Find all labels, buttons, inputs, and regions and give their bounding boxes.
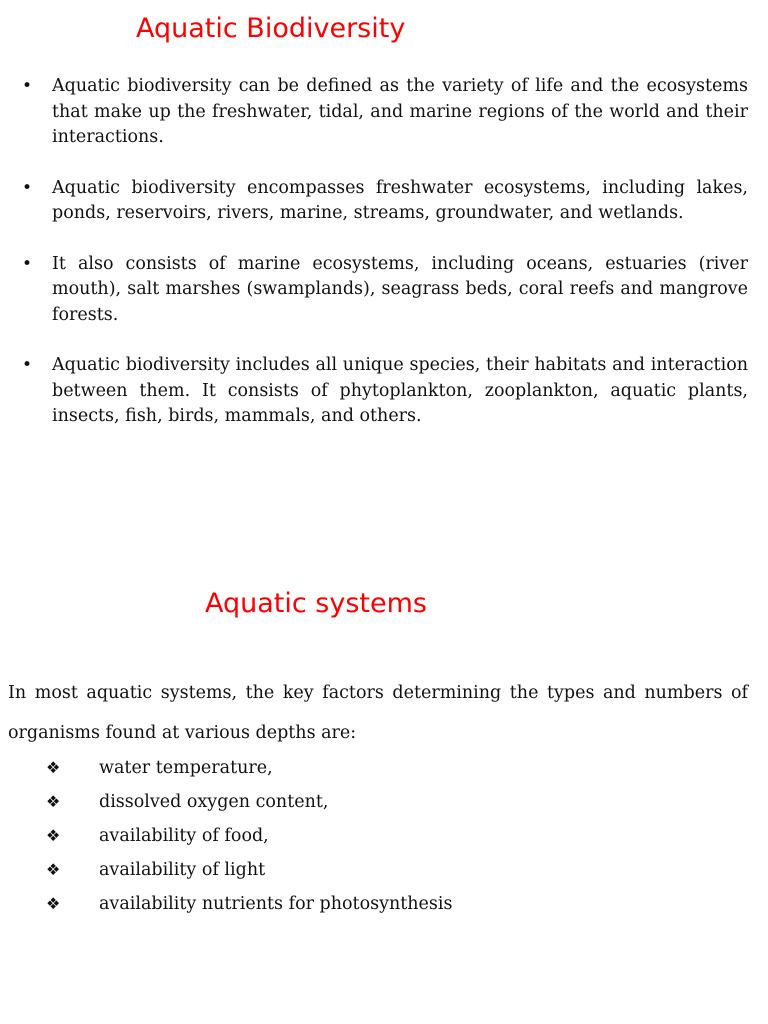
bullet-dot-icon: • (22, 355, 33, 375)
section-title-aquatic-systems: Aquatic systems (205, 588, 427, 619)
biodiversity-bullet-list (20, 74, 748, 455)
bullet-text: Aquatic biodiversity can be defined as the variety of life and the ecosystems that make up the freshwater, tidal, and marine regions of the world and their interactions. (52, 76, 748, 147)
bullet-text: Aquatic biodiversity includes all unique species, their habitats and interaction between them. It consists of phytoplankton, zooplankton, aquatic plants, insects, fish, birds, mammals, and others. (52, 355, 748, 426)
bullet-item (20, 176, 748, 227)
factor-text: availability of food, (99, 826, 269, 846)
bullet-item (20, 74, 748, 151)
bullet-text: It also consists of marine ecosystems, including oceans, estuaries (river mouth), salt marshes (swamplands), seagrass beds, coral reefs and mangrove forests. (52, 253, 748, 325)
bullet-text: Aquatic biodiversity encompasses freshwater ecosystems, including lakes, ponds, reservoirs, rivers, marine, streams, groundwater, and wetlands. (52, 177, 748, 223)
diamond-bullet-icon: ❖ (46, 860, 61, 879)
bullet-item (20, 252, 748, 329)
factor-item (46, 753, 452, 787)
section-title-aquatic-biodiversity: Aquatic Biodiversity (136, 13, 406, 44)
factor-text: water temperature, (99, 758, 273, 778)
bullet-dot-icon: • (22, 76, 33, 96)
bullet-dot-icon: • (22, 253, 33, 274)
diamond-bullet-icon: ❖ (46, 894, 61, 913)
factor-list (46, 753, 452, 923)
diamond-bullet-icon: ❖ (46, 792, 61, 811)
factor-text: dissolved oxygen content, (99, 792, 329, 812)
factor-item (46, 787, 452, 821)
diamond-bullet-icon: ❖ (46, 826, 61, 845)
diamond-bullet-icon: ❖ (46, 758, 61, 777)
intro-paragraph: In most aquatic systems, the key factors determining the types and numbers of organisms found at various depths are: (8, 683, 748, 743)
bullet-dot-icon: • (22, 177, 33, 198)
bullet-item (20, 353, 748, 430)
factor-text: availability nutrients for photosynthesis (99, 894, 453, 914)
factor-item (46, 855, 452, 889)
factor-item (46, 889, 452, 923)
factor-text: availability of light (99, 860, 266, 880)
factor-item (46, 821, 452, 855)
